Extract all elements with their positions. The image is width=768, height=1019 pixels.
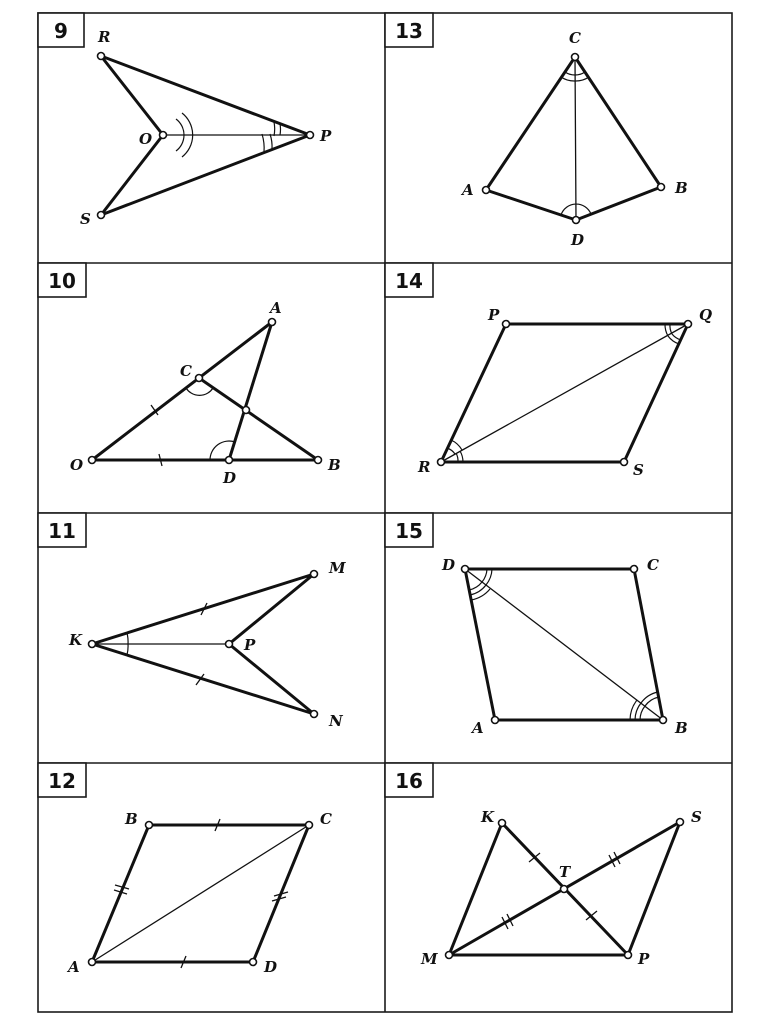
label-k: K — [481, 808, 495, 826]
point-p — [226, 641, 233, 648]
label-t: T — [559, 863, 571, 881]
label-r: R — [98, 28, 111, 46]
label-p: P — [320, 127, 332, 145]
label-k: K — [69, 631, 83, 649]
point-b — [660, 717, 667, 724]
point-d — [573, 217, 580, 224]
label-a: A — [68, 958, 80, 976]
point-p — [625, 952, 632, 959]
angle-marker — [447, 448, 455, 454]
label-b: B — [328, 456, 341, 474]
panel-number: 12 — [48, 769, 76, 793]
segment-km — [449, 823, 502, 955]
point-c — [631, 566, 638, 573]
angle-marker — [575, 72, 585, 75]
angle-marker — [668, 336, 679, 344]
panel-number: 15 — [395, 519, 423, 543]
point-c — [572, 54, 579, 61]
point-d — [250, 959, 257, 966]
label-b: B — [125, 810, 138, 828]
point-m — [446, 952, 453, 959]
label-s: S — [80, 210, 91, 228]
panel-number: 9 — [54, 19, 68, 43]
panel-10 — [38, 263, 341, 487]
point-c — [306, 822, 313, 829]
label-b: B — [675, 179, 688, 197]
segment-rq — [441, 324, 688, 462]
label-d: D — [223, 469, 237, 487]
panel-16 — [385, 763, 702, 968]
label-c: C — [320, 810, 332, 828]
label-d: D — [571, 231, 585, 249]
angle-marker — [451, 440, 462, 450]
point-n — [311, 711, 318, 718]
point-a — [483, 187, 490, 194]
angle-marker — [127, 633, 128, 644]
angle-marker — [640, 706, 645, 720]
segment-sp — [628, 822, 680, 955]
label-n: N — [329, 712, 343, 730]
label-o: O — [139, 130, 153, 148]
point-o — [160, 132, 167, 139]
panel-12 — [38, 763, 332, 976]
point-c — [196, 375, 203, 382]
label-d: D — [442, 556, 456, 574]
point-k — [499, 820, 506, 827]
angle-marker — [565, 72, 575, 75]
label-a: A — [270, 299, 282, 317]
point-s — [621, 459, 628, 466]
panel-number: 11 — [48, 519, 76, 543]
label-m: M — [421, 950, 438, 968]
panel-number: 14 — [395, 269, 423, 293]
panel-number: 16 — [395, 769, 423, 793]
angle-marker — [561, 77, 575, 81]
label-s: S — [633, 461, 644, 479]
angle-marker — [270, 134, 272, 149]
point-r — [98, 53, 105, 60]
label-o: O — [70, 456, 84, 474]
angle-marker — [482, 569, 487, 582]
segment-cb — [199, 378, 318, 460]
panel-11 — [38, 513, 346, 730]
panel-9 — [38, 13, 332, 228]
angle-marker — [262, 134, 264, 152]
angle-marker — [630, 700, 637, 720]
label-c: C — [569, 29, 581, 47]
angle-marker — [186, 388, 213, 395]
point-t — [561, 886, 568, 893]
angle-marker — [672, 334, 681, 340]
angle-marker — [665, 324, 668, 336]
panel-15 — [385, 513, 688, 737]
panel-number: 10 — [48, 269, 76, 293]
point-s — [98, 212, 105, 219]
label-a: A — [472, 719, 484, 737]
label-r: R — [418, 458, 431, 476]
label-d: D — [264, 958, 278, 976]
label-q: Q — [699, 306, 713, 324]
label-m: M — [329, 559, 346, 577]
panel-number: 13 — [395, 19, 423, 43]
point-b — [146, 822, 153, 829]
label-p: P — [244, 636, 256, 654]
point-intersection — [243, 407, 250, 414]
angle-marker — [645, 697, 659, 706]
point-a — [89, 959, 96, 966]
point-p — [307, 132, 314, 139]
angle-marker — [469, 582, 482, 590]
point-k — [89, 641, 96, 648]
label-c: C — [180, 362, 192, 380]
angle-marker — [274, 122, 275, 136]
label-b: B — [675, 719, 688, 737]
point-a — [269, 319, 276, 326]
segment-oa — [92, 322, 272, 460]
label-p: P — [488, 306, 500, 324]
panel-14 — [385, 263, 712, 479]
point-p — [503, 321, 510, 328]
panel-13 — [385, 13, 688, 249]
point-d — [462, 566, 469, 573]
label-c: C — [647, 556, 659, 574]
angle-marker — [575, 77, 589, 81]
angle-marker — [460, 451, 463, 462]
label-p: P — [638, 950, 650, 968]
point-d — [226, 457, 233, 464]
point-a — [492, 717, 499, 724]
label-a: A — [462, 181, 474, 199]
point-b — [658, 184, 665, 191]
point-b — [315, 457, 322, 464]
point-m — [311, 571, 318, 578]
point-r — [438, 459, 445, 466]
segment-db — [465, 569, 663, 720]
label-s: S — [691, 808, 702, 826]
segment-ad — [229, 322, 272, 460]
point-s — [677, 819, 684, 826]
point-o — [89, 457, 96, 464]
point-q — [685, 321, 692, 328]
angle-marker — [127, 644, 128, 655]
